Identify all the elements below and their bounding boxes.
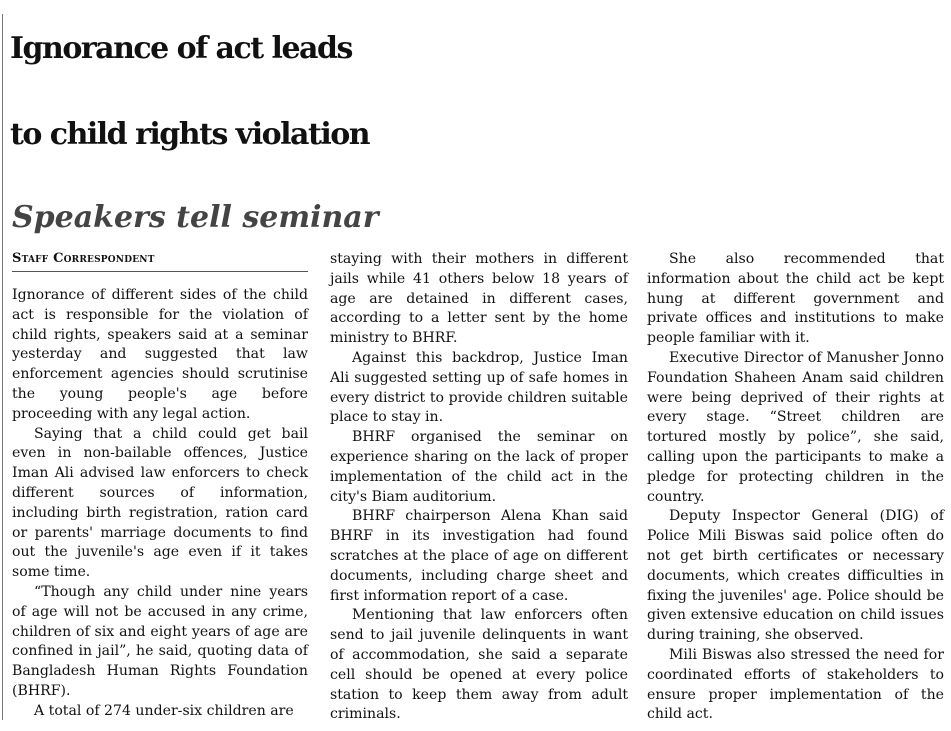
paragraph: Ignorance of different sides of the child act is responsible for the violation of child rights, speakers said at a seminar yesterday and suggested that law enforcement agencies should scrutinise the young people's age before proceeding with any legal action. — [12, 287, 308, 422]
subheadline: Speakers tell seminar — [12, 200, 379, 235]
paragraph: Mili Biswas also stressed the need for coordinated efforts of stakeholders to ensure proper implementation of the child act. — [647, 646, 944, 723]
headline-line-1: Ignorance of act leads — [10, 31, 352, 66]
paragraph: Deputy Inspector General (DIG) of Police Mili Biswas said police often do not get birth certificates or necessary documents, which creates difficulties in fixing the juveniles' age. Police should be given extensive education on child issues during training, she observed. — [647, 508, 944, 644]
paragraph: Saying that a child could get bail even in non-bailable offences, Justice Iman Ali advised law enforcers to check different sources of information, including birth registration, ration card or parents' marriage documents to find out the juvenile's age even if it takes some time. — [12, 425, 308, 581]
paragraph: BHRF organised the seminar on experience sharing on the lack of proper implementation of the child act in the city's Biam auditorium. — [330, 429, 628, 505]
byline: Staff Correspondent — [12, 250, 308, 272]
left-column-rule — [2, 14, 3, 720]
paragraph: “Though any child under nine years of age will not be accused in any crime, children of six and eight years of age are confined in jail”, he said, quoting data of Bangladesh Human Rights Foundation (BHRF). — [12, 583, 308, 699]
paragraph: A total of 274 under-six children are — [34, 702, 294, 719]
paragraph: BHRF chairperson Alena Khan said BHRF in its investigation had found scratches at the place of age on different documents, including charge sheet and first information report of a case. — [330, 508, 628, 604]
article-column-3 — [647, 250, 944, 725]
paragraph: Executive Director of Manusher Jonno Foundation Shaheen Anam said children were being deprived of their rights at every stage. “Street children are tortured mostly by police”, she said, calling upon the participants to make a pledge for protecting children in the country. — [647, 349, 944, 505]
paragraph: Against this backdrop, Justice Iman Ali suggested setting up of safe homes in every district to provide children suitable place to stay in. — [330, 349, 628, 426]
headline — [10, 6, 945, 178]
headline-line-2: to child rights violation — [10, 117, 370, 152]
paragraph: Mentioning that law enforcers often send to jail juvenile delinquents in want of accommodation, she said a separate cell should be opened at every police station to keep them away from adult criminals. — [330, 607, 628, 723]
article-column-1 — [12, 250, 308, 722]
article-column-2 — [330, 250, 628, 725]
paragraph: She also recommended that information about the child act be kept hung at different government and private offices and institutions to make people familiar with it. — [647, 251, 944, 347]
paragraph: staying with their mothers in different jails while 41 others below 18 years of age are detained in different cases, according to a letter sent by the home ministry to BHRF. — [330, 251, 628, 347]
